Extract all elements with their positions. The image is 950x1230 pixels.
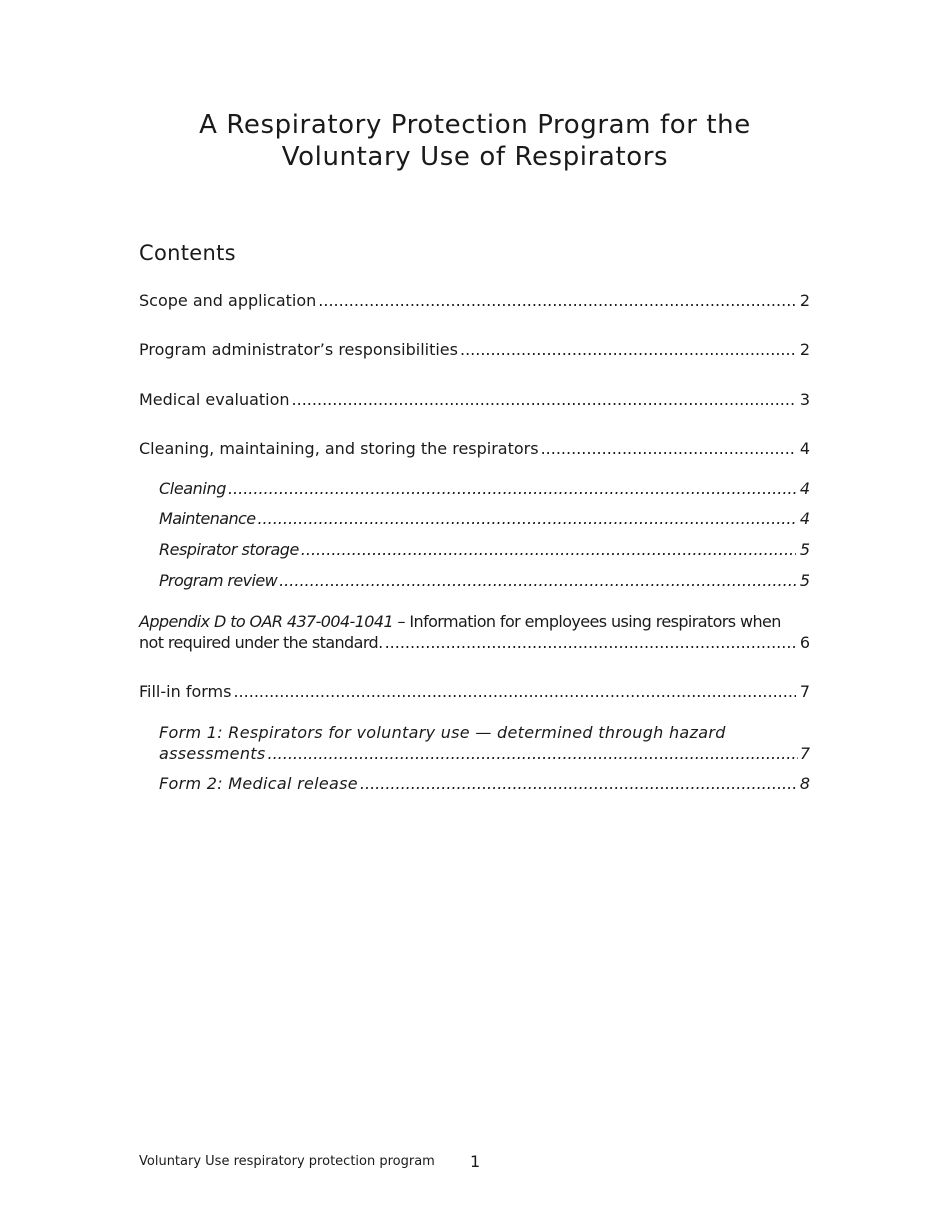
title-line-1: A Respiratory Protection Program for the (199, 110, 751, 140)
toc-page: 7 (799, 682, 810, 701)
dot-leader (360, 774, 796, 794)
toc-label-line-1: Form 1: Respirators for voluntary use — determined through hazard (159, 723, 726, 742)
dot-leader (279, 571, 796, 591)
dot-leader (292, 390, 796, 410)
dot-leader (301, 540, 796, 560)
toc-entry-fill-in-forms[interactable] (139, 682, 810, 702)
toc-label: Fill-in forms (139, 682, 232, 701)
toc-label-line-2 (139, 632, 810, 653)
toc-label-line-1 (139, 611, 810, 632)
toc-entry-admin[interactable] (139, 340, 810, 360)
dot-leader (541, 439, 796, 459)
toc-label: Medical evaluation (139, 390, 290, 409)
toc-page: 5 (799, 540, 810, 559)
toc-label: Cleaning (159, 479, 226, 498)
toc-label-continued: not required under the standard. (139, 633, 383, 652)
toc-page: 4 (799, 509, 810, 528)
dot-leader (257, 509, 795, 529)
contents-heading: Contents (139, 241, 236, 265)
toc-page: 4 (799, 479, 810, 498)
toc-page: 2 (799, 340, 810, 359)
toc-page: 8 (799, 774, 810, 793)
toc-page: 4 (799, 439, 810, 458)
footer-text: Voluntary Use respiratory protection program (139, 1154, 435, 1169)
toc-page: 5 (799, 571, 810, 590)
toc-page: 6 (799, 633, 810, 652)
appendix-reference: Appendix D to OAR 437-004-1041 (139, 612, 394, 631)
title-line-2: Voluntary Use of Respirators (281, 142, 669, 172)
document-title (0, 109, 950, 173)
toc-entry-cleaning-maintaining[interactable] (139, 439, 810, 459)
toc-page: 2 (799, 291, 810, 310)
dot-leader (318, 291, 796, 311)
toc-label: Maintenance (159, 509, 256, 528)
appendix-description: – Information for employees using respirators when (393, 612, 781, 631)
toc-entry-respirator-storage[interactable] (159, 540, 810, 560)
toc-entry-appendix-d[interactable] (139, 611, 810, 653)
toc-entry-cleaning[interactable] (159, 479, 810, 499)
toc-label: Cleaning, maintaining, and storing the respirators (139, 439, 539, 458)
toc-label-line-2 (159, 743, 810, 764)
toc-entry-medical[interactable] (139, 390, 810, 410)
toc-entry-form-2[interactable] (159, 774, 810, 794)
toc-page: 7 (799, 744, 810, 763)
toc-label: Program review (159, 571, 278, 590)
footer-page-number: 1 (470, 1152, 481, 1171)
dot-leader (460, 340, 796, 360)
dot-leader (228, 479, 796, 499)
toc-entry-scope[interactable] (139, 291, 810, 311)
dot-leader (267, 743, 797, 764)
dot-leader (233, 682, 795, 702)
toc-entry-maintenance[interactable] (159, 509, 810, 529)
toc-entry-form-1[interactable] (159, 722, 810, 764)
toc-label: Program administrator’s responsibilities (139, 340, 458, 359)
toc-label: Respirator storage (159, 540, 299, 559)
toc-label-continued: assessments (159, 744, 266, 763)
toc-label: Scope and application (139, 291, 317, 310)
toc-label: Form 2: Medical release (159, 774, 358, 793)
toc-entry-program-review[interactable] (159, 571, 810, 591)
toc-page: 3 (799, 390, 810, 409)
dot-leader (385, 632, 798, 653)
